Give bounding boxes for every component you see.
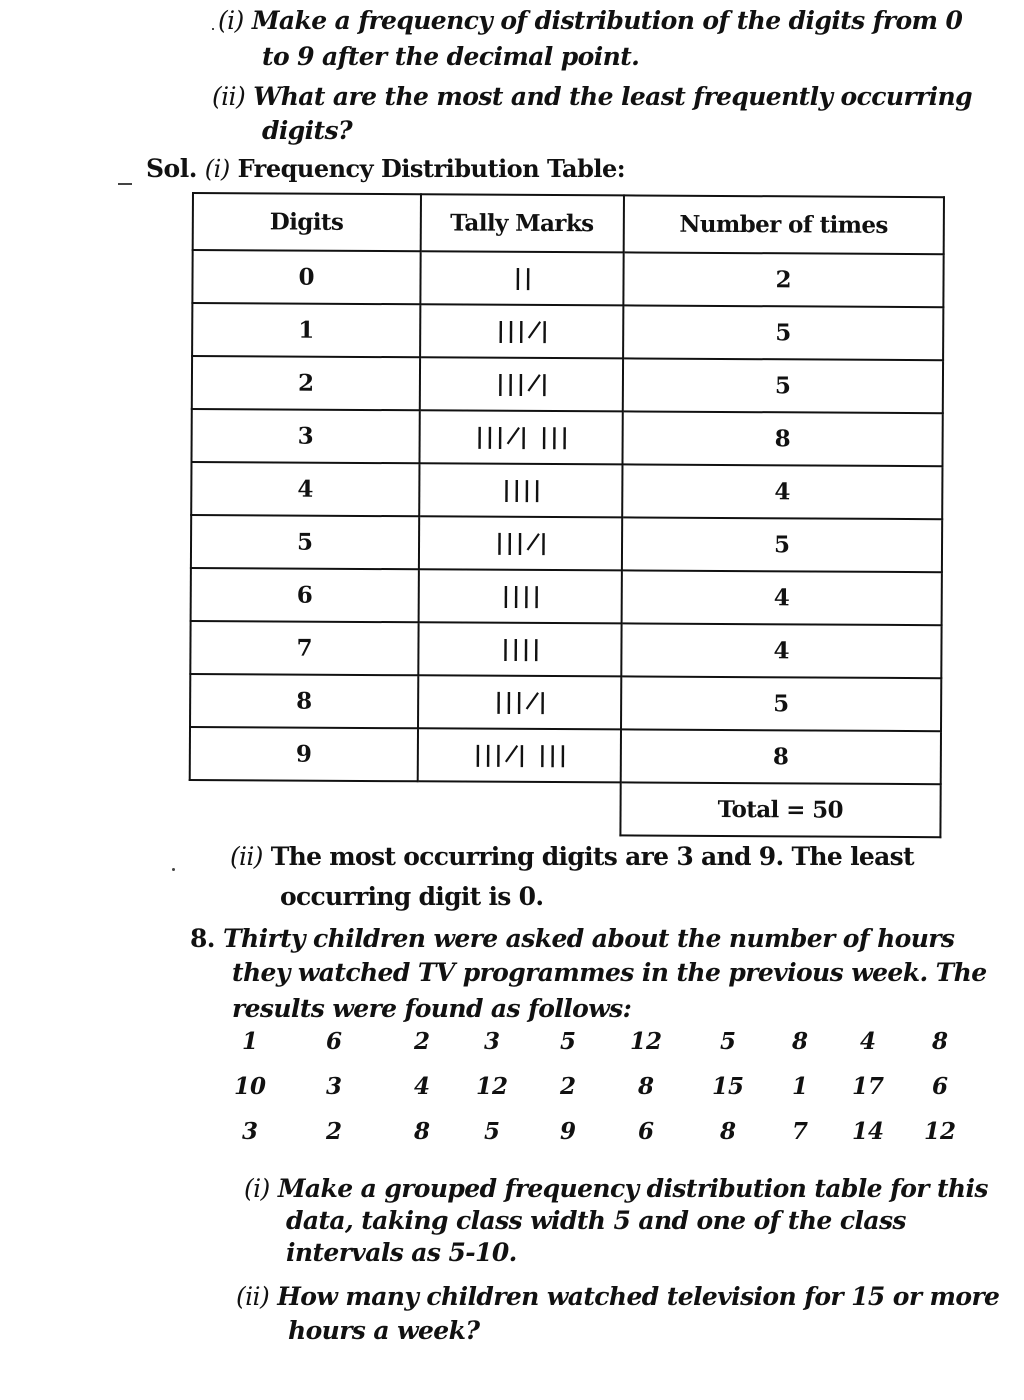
- data-row: [228, 1073, 968, 1118]
- question8-line1: [190, 922, 954, 956]
- question8-part-i-line3: intervals as 5-10.: [286, 1238, 517, 1267]
- tally-cell: ||: [420, 251, 623, 305]
- table-row: [190, 621, 941, 678]
- tally-cell: |||̸|: [418, 516, 621, 570]
- question8-part-i-text: Make a grouped frequency distribution table for this: [277, 1174, 988, 1203]
- solution-part-ii-label: (ii): [230, 842, 263, 871]
- tally-cell: |||̸|: [420, 304, 623, 358]
- question-part-i-label: (i): [218, 6, 244, 35]
- table-row: [190, 727, 941, 784]
- digit-cell: 8: [190, 674, 418, 728]
- data-value: 1: [241, 1028, 258, 1055]
- data-value: 2: [413, 1028, 430, 1055]
- total-row: [189, 780, 940, 837]
- question-part-ii-text: What are the most and the least frequently occurring: [253, 82, 972, 111]
- data-value: 6: [637, 1118, 654, 1145]
- count-cell: 4: [621, 570, 942, 625]
- question-part-ii-label: (ii): [212, 82, 246, 111]
- table-row: [190, 674, 941, 731]
- question8-number: 8.: [190, 924, 215, 953]
- data-value: 6: [325, 1028, 342, 1055]
- question8-part-i-label: (i): [244, 1174, 270, 1203]
- data-value: 10: [233, 1073, 266, 1100]
- data-value: 2: [559, 1073, 576, 1100]
- count-cell: 5: [623, 305, 944, 360]
- data-row: [228, 1028, 968, 1073]
- tally-cell: |||̸|: [419, 357, 622, 411]
- scan-dot: [172, 868, 175, 871]
- question-part-ii-line1: [212, 80, 972, 114]
- data-value: 8: [637, 1073, 654, 1100]
- tally-cell: ||||: [418, 569, 621, 623]
- count-cell: 8: [622, 411, 943, 466]
- total-cell: Total = 50: [620, 782, 941, 837]
- question8-line3: results were found as follows:: [232, 994, 632, 1023]
- data-value: 2: [325, 1118, 342, 1145]
- tv-hours-data-grid: [228, 1028, 968, 1163]
- data-value: 8: [931, 1028, 948, 1055]
- data-value: 5: [559, 1028, 576, 1055]
- question8-part-i-line2: data, taking class width 5 and one of the class: [286, 1206, 906, 1235]
- data-value: 12: [475, 1073, 508, 1100]
- digit-cell: 6: [191, 568, 419, 622]
- data-value: 3: [325, 1073, 342, 1100]
- data-value: 5: [483, 1118, 500, 1145]
- question-part-i-line1: [218, 4, 962, 38]
- empty-cell: [189, 780, 417, 834]
- count-cell: 8: [620, 729, 941, 784]
- header-tally-marks: Tally Marks: [420, 194, 623, 252]
- data-value: 12: [629, 1028, 662, 1055]
- data-value: 9: [559, 1118, 576, 1145]
- data-value: 4: [413, 1073, 430, 1100]
- data-value: 8: [719, 1118, 736, 1145]
- question8-part-ii-text: How many children watched television for 15 or more: [277, 1282, 1000, 1311]
- data-value: 4: [859, 1028, 876, 1055]
- solution-tag: Sol.: [146, 154, 197, 183]
- question8-text: Thirty children were asked about the number of hours: [223, 924, 955, 953]
- count-cell: 4: [622, 464, 943, 519]
- digit-cell: 7: [190, 621, 418, 675]
- solution-part-i-title: Frequency Distribution Table:: [237, 154, 626, 183]
- question8-part-ii-label: (ii): [236, 1282, 270, 1311]
- empty-cell: [417, 781, 620, 835]
- question8-part-ii-line1: [236, 1280, 999, 1314]
- header-number-of-times: Number of times: [623, 195, 944, 254]
- count-cell: 4: [621, 623, 942, 678]
- solution-part-ii-line2: occurring digit is 0.: [280, 882, 544, 911]
- digit-cell: 2: [192, 356, 420, 410]
- tally-cell: |||̸| |||: [417, 728, 620, 782]
- solution-heading: [146, 154, 625, 183]
- data-value: 14: [851, 1118, 884, 1145]
- data-value: 5: [719, 1028, 736, 1055]
- digit-cell: 0: [192, 250, 420, 304]
- data-value: 12: [923, 1118, 956, 1145]
- solution-part-ii-line1: [230, 842, 914, 871]
- data-value: 6: [931, 1073, 948, 1100]
- frequency-distribution-table: [188, 192, 945, 838]
- table-row: [191, 462, 942, 519]
- digit-cell: 1: [192, 303, 420, 357]
- data-value: 3: [483, 1028, 500, 1055]
- digit-cell: 4: [191, 462, 419, 516]
- table-row: [192, 303, 943, 360]
- count-cell: 5: [622, 358, 943, 413]
- table-row: [191, 515, 942, 572]
- count-cell: 5: [621, 517, 942, 572]
- question8-line2: they watched TV programmes in the previous week. The: [232, 958, 987, 987]
- digit-cell: 3: [191, 409, 419, 463]
- scan-dot: [212, 28, 214, 30]
- question-part-ii-line2: digits?: [262, 116, 353, 145]
- data-value: 1: [791, 1073, 808, 1100]
- tally-cell: |||̸| |||: [419, 410, 622, 464]
- data-value: 3: [241, 1118, 258, 1145]
- data-row: [228, 1118, 968, 1163]
- count-cell: 5: [621, 676, 942, 731]
- question-part-i-line2: to 9 after the decimal point.: [262, 42, 640, 71]
- data-value: 7: [791, 1118, 808, 1145]
- count-cell: 2: [623, 252, 944, 307]
- data-value: 17: [851, 1073, 884, 1100]
- tally-cell: |||̸|: [418, 675, 621, 729]
- table-header-row: [193, 193, 944, 254]
- data-value: 8: [791, 1028, 808, 1055]
- data-value: 8: [413, 1118, 430, 1145]
- solution-part-ii-text: The most occurring digits are 3 and 9. The least: [270, 842, 914, 871]
- digit-cell: 9: [190, 727, 418, 781]
- scan-mark: [118, 183, 132, 185]
- table-row: [191, 409, 942, 466]
- header-digits: Digits: [193, 193, 421, 251]
- data-value: 15: [711, 1073, 744, 1100]
- question8-part-ii-line2: hours a week?: [288, 1316, 480, 1345]
- tally-cell: ||||: [419, 463, 622, 517]
- table-row: [192, 250, 943, 307]
- question-part-i-text: Make a frequency of distribution of the digits from 0: [251, 6, 963, 35]
- table-row: [191, 568, 942, 625]
- tally-cell: ||||: [418, 622, 621, 676]
- question8-part-i-line1: [244, 1172, 988, 1206]
- table-row: [192, 356, 943, 413]
- solution-part-i-label: (i): [204, 155, 230, 183]
- digit-cell: 5: [191, 515, 419, 569]
